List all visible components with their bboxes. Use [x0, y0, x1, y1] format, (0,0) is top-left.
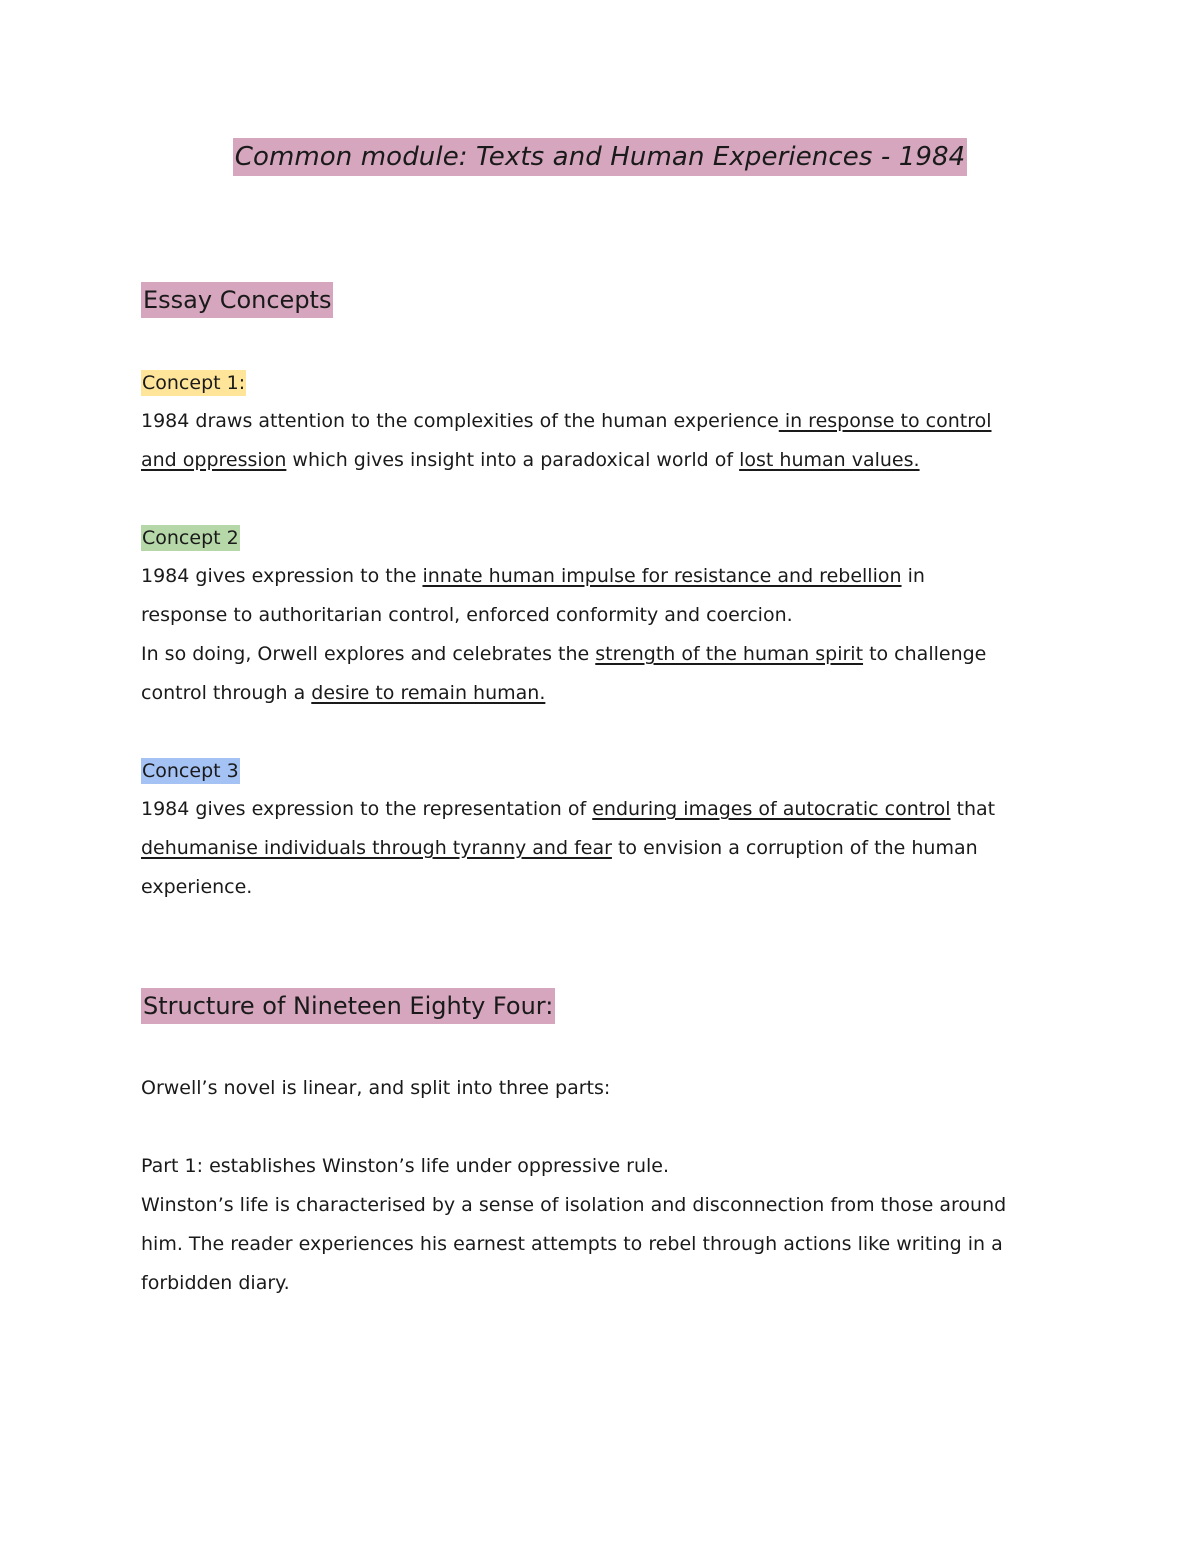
part-1-line-1: Part 1: establishes Winston’s life under oppressive rule.: [141, 1155, 670, 1177]
concept-2-text: [141, 557, 1041, 713]
part-1-text: [141, 1147, 1041, 1303]
text-run: In so doing, Orwell explores and celebrates the: [141, 643, 596, 665]
text-run: in: [901, 565, 925, 587]
text-run: to challenge: [863, 643, 987, 665]
concept-2-line-3: [141, 635, 1041, 674]
concept-1-text: [141, 402, 1041, 480]
text-run: 1984 draws attention to the complexities of the human experience: [141, 410, 779, 432]
concept-3-line-2: [141, 829, 1041, 868]
concept-1-line-2: [141, 441, 1041, 480]
concept-1-line-1: [141, 402, 1041, 441]
text-run: control through a: [141, 682, 312, 704]
underlined-phrase: strength of the human spirit: [595, 643, 864, 665]
structure-intro: [141, 1069, 1041, 1108]
concept-1-label: Concept 1:: [142, 372, 246, 394]
text-run: which gives insight into a paradoxical world of: [286, 449, 740, 471]
essay-concepts-heading: Essay Concepts: [141, 282, 333, 318]
underlined-phrase: desire to remain human.: [311, 682, 546, 704]
document-title: Common module: Texts and Human Experiences - 1984: [233, 138, 968, 176]
structure-heading: Structure of Nineteen Eighty Four:: [141, 988, 555, 1024]
underlined-phrase: enduring images of autocratic control: [592, 798, 951, 820]
concept-3-line-1: [141, 790, 1041, 829]
underlined-phrase: dehumanise individuals through tyranny and fear: [141, 837, 612, 859]
text-run: 1984 gives expression to the representation of: [141, 798, 593, 820]
concept-2-line-1: [141, 557, 1041, 596]
underlined-phrase: innate human impulse for resistance and rebellion: [422, 565, 902, 587]
underlined-phrase: lost human values.: [739, 449, 920, 471]
part-1-line-3: him. The reader experiences his earnest attempts to rebel through actions like writing in a: [141, 1233, 1003, 1255]
concept-3-label: Concept 3: [142, 760, 239, 782]
text-run: 1984 gives expression to the: [141, 565, 423, 587]
part-1-line-4: forbidden diary.: [141, 1272, 290, 1294]
concept-2-line-4: [141, 674, 1041, 713]
title-container: [0, 138, 1200, 176]
structure-intro-line: Orwell’s novel is linear, and split into three parts:: [141, 1077, 611, 1099]
underlined-phrase: and oppression: [141, 449, 287, 471]
concept-3-line-3: experience.: [141, 876, 253, 898]
concept-3-text: [141, 790, 1041, 907]
concept-2-line-2: response to authoritarian control, enforced conformity and coercion.: [141, 604, 793, 626]
concept-2-label: Concept 2: [142, 527, 239, 549]
underlined-phrase: in response to control: [778, 410, 992, 432]
text-run: to envision a corruption of the human: [611, 837, 978, 859]
part-1-line-2: Winston’s life is characterised by a sense of isolation and disconnection from those around: [141, 1194, 1007, 1216]
text-run: that: [950, 798, 996, 820]
